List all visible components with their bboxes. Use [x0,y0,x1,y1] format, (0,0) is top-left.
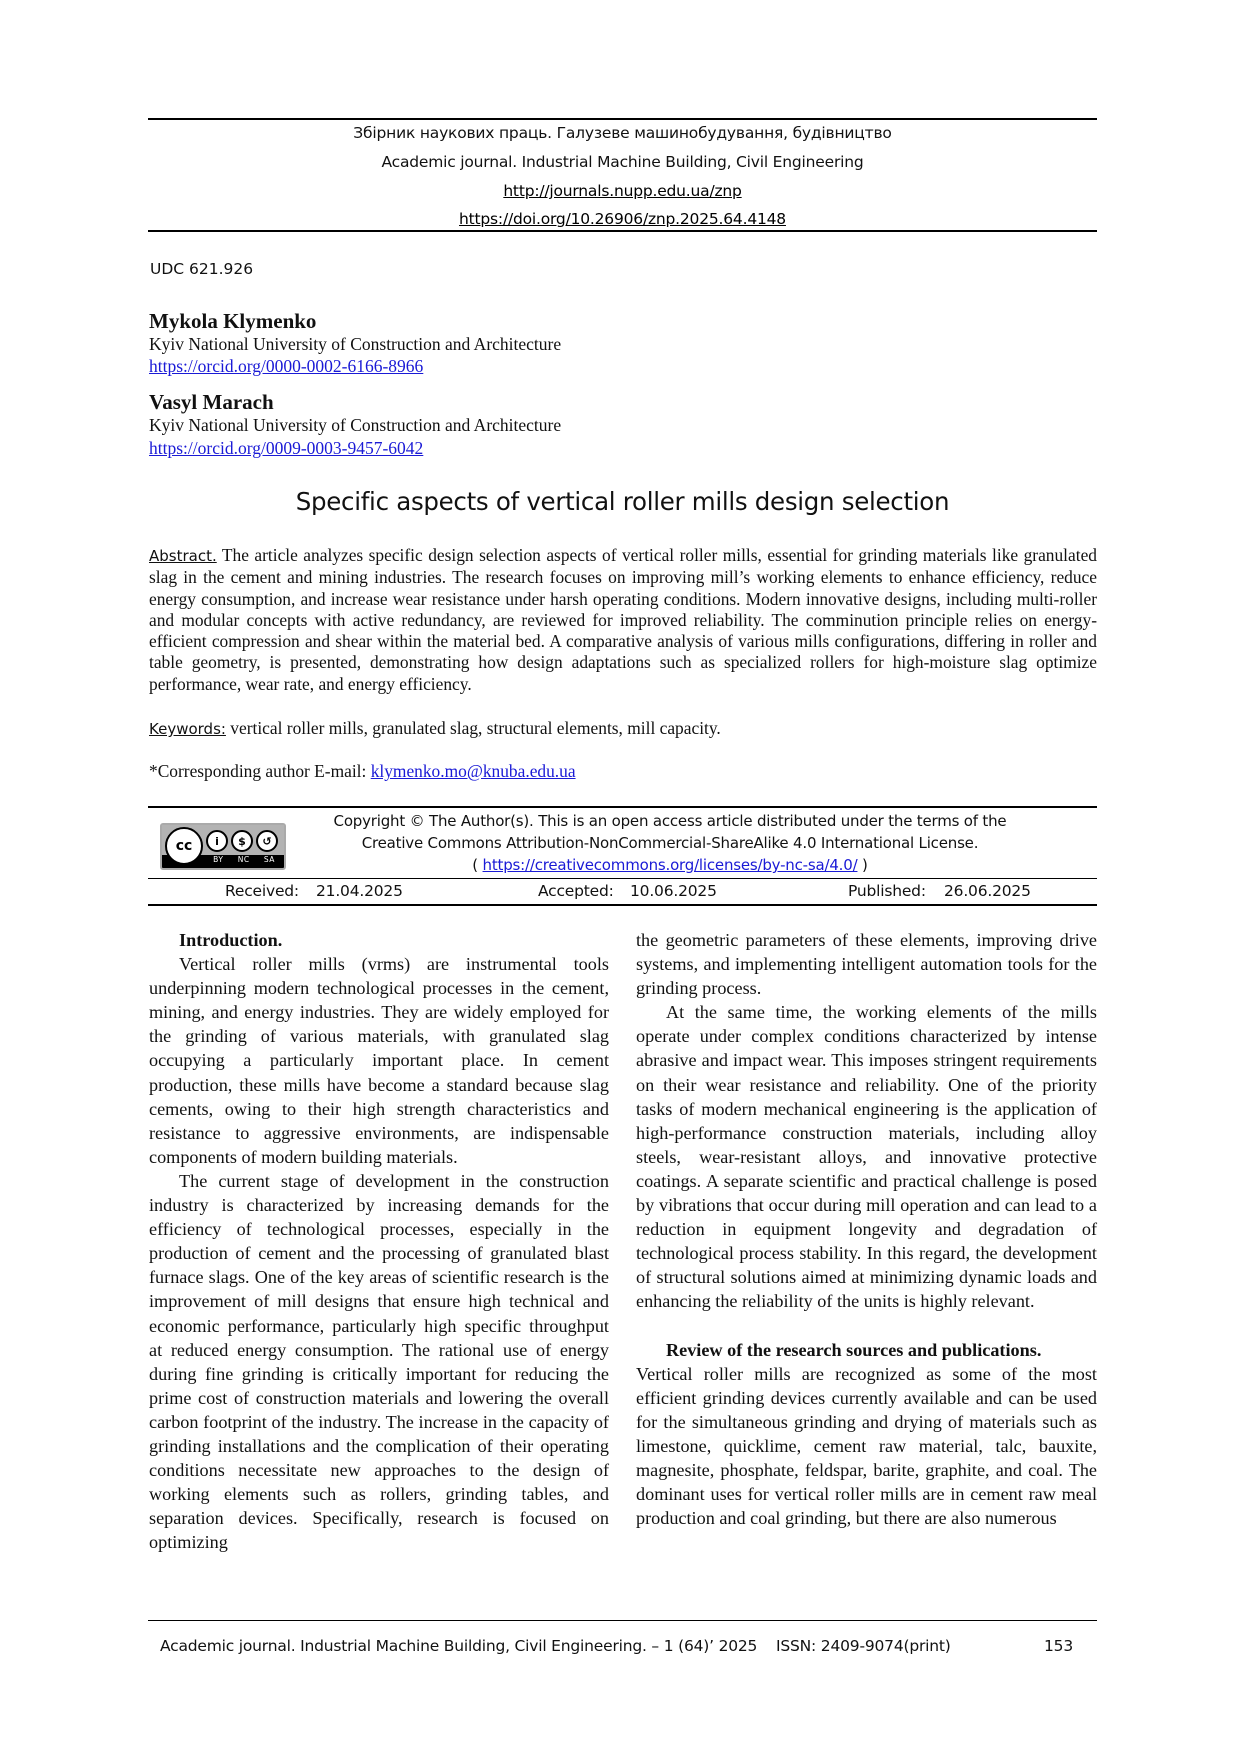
author-orcid-link-row [149,438,423,459]
license-url-row [310,856,1030,874]
body-right-column [636,928,1097,1530]
author-name: Mykola Klymenko [149,309,317,333]
accepted-date: 10.06.2025 [630,882,717,900]
abstract-label: Abstract. [149,547,217,565]
journal-site-link-row [148,182,1097,200]
cc-tag-nc: NC [237,855,250,864]
doi-link[interactable]: https://doi.org/10.26906/znp.2025.64.4148 [459,210,786,228]
page-number: 153 [1044,1637,1073,1655]
keywords-label: Keywords: [149,720,226,738]
body-left-column [149,928,609,1554]
received-label: Received: [225,882,299,900]
cc-tag-sa: SA [263,855,275,864]
introduction-heading: Introduction. [179,930,283,950]
license-url-link[interactable]: https://creativecommons.org/licenses/by-nc-sa/4.0/ [482,856,858,874]
abstract [149,545,1097,695]
author-orcid-link[interactable]: https://orcid.org/0000-0002-6166-8966 [149,356,424,376]
cc-icon: cc [165,827,203,865]
footer-rule [148,1620,1097,1621]
noncommercial-icon: $ [231,830,253,852]
article-title: Specific aspects of vertical roller mills design selection [295,487,950,516]
footer-journal: Academic journal. Industrial Machine Building, Civil Engineering. – 1 (64)’ 2025 [160,1637,758,1655]
body-paragraph: At the same time, the working elements of the mills operate under complex conditions characterized by intense abrasive and impact wear. This imposes stringent requirements on their wear resistance and reliability. One of the priority tasks of modern mechanical engineering is the application of high-performance construction materials, including alloy steels, wear-resistant alloys, and innovative protective coatings. A separate scientific and practical challenge is posed by vibrations that occur during mill operation and can lead to a reduction in equipment longevity and degradation of technological process stability. In this regard, the development of structural solutions aimed at minimizing dynamic loads and enhancing the reliability of the units is highly relevant. [636,1002,1097,1312]
published-date: 26.06.2025 [944,882,1031,900]
author-affiliation: Kyiv National University of Construction and Architecture [149,334,562,354]
journal-title-en: Academic journal. Industrial Machine Building, Civil Engineering [381,153,864,171]
body-paragraph: Vertical roller mills are recognized as some of the most efficient grinding devices currently available and can be used for the simultaneous grinding and drying of materials such as limestone, quicklime, cement raw material, talc, bauxite, magnesite, phosphate, feldspar, barite, graphite, and coal. The dominant uses for vertical roller mills are in cement raw meal production and coal grinding, but there are also numerous [636,1363,1097,1529]
corresponding-email-link[interactable]: klymenko.mo@knuba.edu.ua [370,761,576,781]
body-paragraph: the geometric parameters of these elements, improving drive systems, and implementing intelligent automation tools for the grinding process. [636,930,1097,999]
accepted-label: Accepted: [538,882,614,900]
author-orcid-link[interactable]: https://orcid.org/0009-0003-9457-6042 [149,438,424,458]
license-top-rule [148,806,1097,808]
corresponding-label: *Corresponding author E-mail: [149,761,367,781]
journal-site-link[interactable]: http://journals.nupp.edu.ua/znp [503,182,742,200]
received-date: 21.04.2025 [316,882,403,900]
cc-tag-by: BY [213,855,224,864]
cc-license-badge[interactable] [160,823,286,870]
license-line-2: Creative Commons Attribution-NonCommercial-ShareAlike 4.0 International License. [361,834,979,852]
license-middle-rule [148,878,1097,879]
cc-badge-tags [206,855,282,864]
author-affiliation: Kyiv National University of Construction and Architecture [149,415,562,435]
body-paragraph: The current stage of development in the construction industry is characterized by increasing demands for the efficiency of technological processes, especially in the production of cement and the processing of granulated blast furnace slags. One of the key areas of scientific research is the improvement of mill designs that ensure high technical and economic performance, particularly high specific throughput at reduced energy consumption. The rational use of energy during fine grinding is critically important for reducing the prime cost of construction materials and lowering the overall carbon footprint of the industry. The increase in the capacity of grinding installations and the complication of their operating conditions necessitate new approaches to the design of working elements such as rollers, grinding tables, and separation devices. Specifically, research is focused on optimizing [149,1170,609,1553]
udc-code: UDC 621.926 [150,260,254,278]
attribution-icon: i [206,830,228,852]
review-heading: Review of the research sources and publications. [666,1339,1042,1360]
sharealike-icon: ↺ [256,830,278,852]
keywords [149,718,1097,739]
footer-issn: ISSN: 2409-9074(print) [776,1637,951,1655]
body-paragraph: Vertical roller mills (vrms) are instrumental tools underpinning modern technological processes in the cement, mining, and energy industries. They are widely employed for the grinding of various materials, with granulated slag occupying a particularly important place. In cement production, these mills have become a standard because slag cements, owing to their high strength characteristics and resistance to aggressive environments, are indispensable components of modern building materials. [149,954,609,1167]
license-line-1: Copyright © The Author(s). This is an open access article distributed under the terms of the [333,812,1007,830]
author-orcid-link-row [149,356,423,377]
doi-link-row [148,210,1097,228]
author-name: Vasyl Marach [149,390,274,414]
license-close-paren: ) [862,856,868,874]
license-open-paren: ( [472,856,478,874]
journal-title-ua: Збірник наукових праць. Галузеве машинобудування, будівництво [353,124,892,142]
header-top-rule [148,118,1097,120]
corresponding-author [149,761,1097,782]
abstract-text: The article analyzes specific design selection aspects of vertical roller mills, essential for grinding materials like granulated slag in the cement and mining industries. The research focuses on improving mill’s working elements to enhance efficiency, reduce energy consumption, and increase wear resistance under harsh operating conditions. Modern innovative designs, including multi-roller and modular concepts with active redundancy, are reviewed for improved reliability. The comminution principle relies on energy-efficient compression and shear within the material bed. A comparative analysis of various mills configurations, differing in roller and table geometry, is presented, demonstrating how design adaptations such as specialized rollers for high-moisture slag optimize performance, wear rate, and energy efficiency. [149,545,1097,694]
published-label: Published: [848,882,926,900]
license-bottom-rule [148,904,1097,906]
header-bottom-rule [148,230,1097,232]
keywords-text: vertical roller mills, granulated slag, structural elements, mill capacity. [230,718,721,738]
